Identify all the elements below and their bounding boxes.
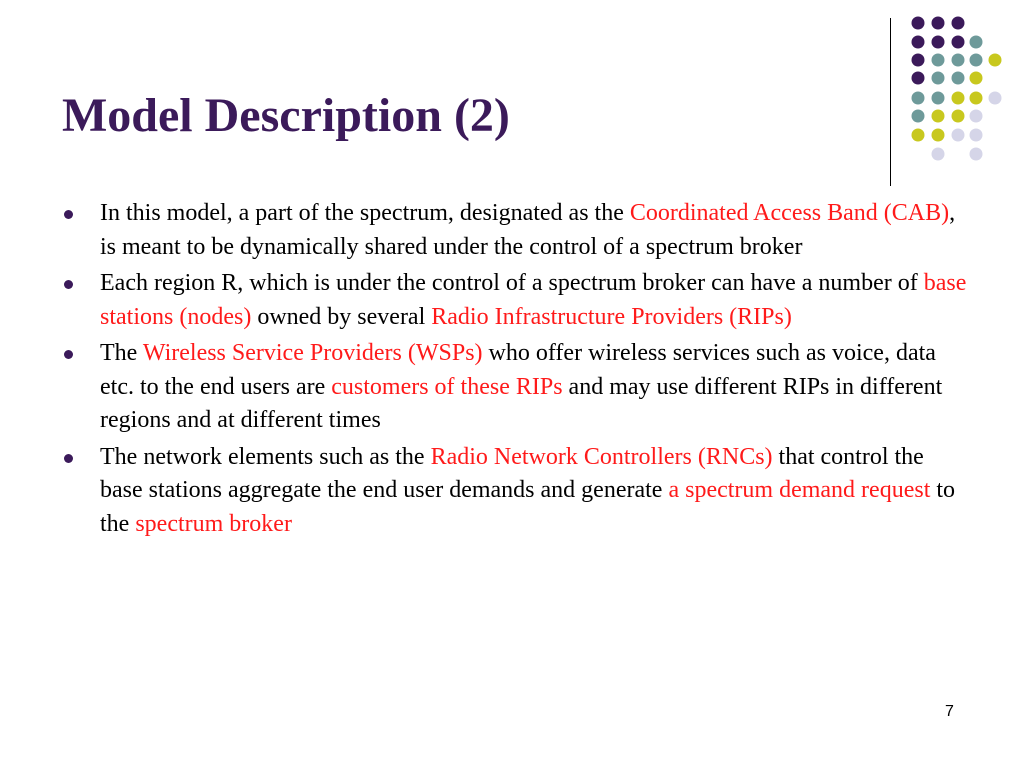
decorative-dot [989, 54, 1002, 67]
decorative-dot [952, 110, 965, 123]
decorative-dot [970, 92, 983, 105]
highlight-text: a spectrum demand request [668, 477, 931, 503]
decorative-dot [912, 129, 925, 142]
decorative-dot [932, 129, 945, 142]
highlight-text: Radio Infrastructure Providers (RIPs) [431, 303, 792, 330]
bullet-item [62, 267, 967, 334]
decorative-dot [970, 129, 983, 142]
decorative-dot [970, 110, 983, 123]
decorative-dot [932, 54, 945, 67]
decorative-dot [952, 36, 965, 49]
decorative-dot [952, 129, 965, 142]
slide-title: Model Description (2) [62, 89, 510, 142]
bullet-text: The [100, 340, 143, 366]
decorative-dot [970, 54, 983, 67]
decorative-dot [912, 92, 925, 105]
decorative-dot [932, 36, 945, 49]
bullet-item [62, 197, 967, 264]
bullet-dot-icon [64, 454, 73, 463]
decorative-dot [970, 72, 983, 85]
decorative-dot [912, 17, 925, 30]
decorative-dot [932, 72, 945, 85]
decorative-dot [932, 110, 945, 123]
highlight-text: Coordinated Access Band (CAB) [629, 200, 950, 226]
bullet-text: , is meant to be dynamically shared under the control of a spectrum broker [100, 200, 956, 260]
bullet-text: to the [100, 477, 956, 537]
decorative-dot [912, 72, 925, 85]
highlight-text: base stations (nodes) [100, 270, 967, 330]
decorative-dot [932, 92, 945, 105]
decorative-dot [970, 148, 983, 161]
bullet-item [62, 441, 967, 542]
bullet-text: that control the base stations aggregate the end user demands and generate [100, 443, 924, 503]
page-number: 7 [945, 703, 954, 720]
decorative-dot [912, 54, 925, 67]
decorative-dot [970, 36, 983, 49]
bullet-text: In this model, a part of the spectrum, designated as the [100, 200, 630, 226]
title-divider-line [890, 18, 891, 186]
decorative-dot [932, 17, 945, 30]
bullet-text: The network elements such as the [100, 443, 431, 470]
decorative-dot [912, 36, 925, 49]
bullet-item [62, 337, 967, 438]
decorative-dot [912, 110, 925, 123]
bullet-text: who offer wireless services such as voice, data etc. to the end users are [100, 340, 936, 400]
decorative-dot [932, 148, 945, 161]
bullet-list [62, 197, 967, 544]
decorative-dot [952, 17, 965, 30]
decorative-dot [952, 72, 965, 85]
highlight-text: spectrum broker [135, 510, 292, 537]
highlight-text: Radio Network Controllers (RNCs) [430, 443, 773, 470]
decorative-dot [952, 92, 965, 105]
bullet-dot-icon [64, 350, 73, 359]
bullet-text: owned by several [251, 303, 432, 330]
highlight-text: customers of these RIPs [331, 373, 563, 400]
bullet-text: Each region R, which is under the control of a spectrum broker can have a number of [100, 270, 924, 296]
decorative-dot [952, 54, 965, 67]
bullet-dot-icon [64, 280, 73, 289]
highlight-text: Wireless Service Providers (WSPs) [142, 340, 483, 366]
bullet-text: and may use different RIPs in different regions and at different times [100, 373, 943, 433]
decorative-dot [989, 92, 1002, 105]
bullet-dot-icon [64, 210, 73, 219]
